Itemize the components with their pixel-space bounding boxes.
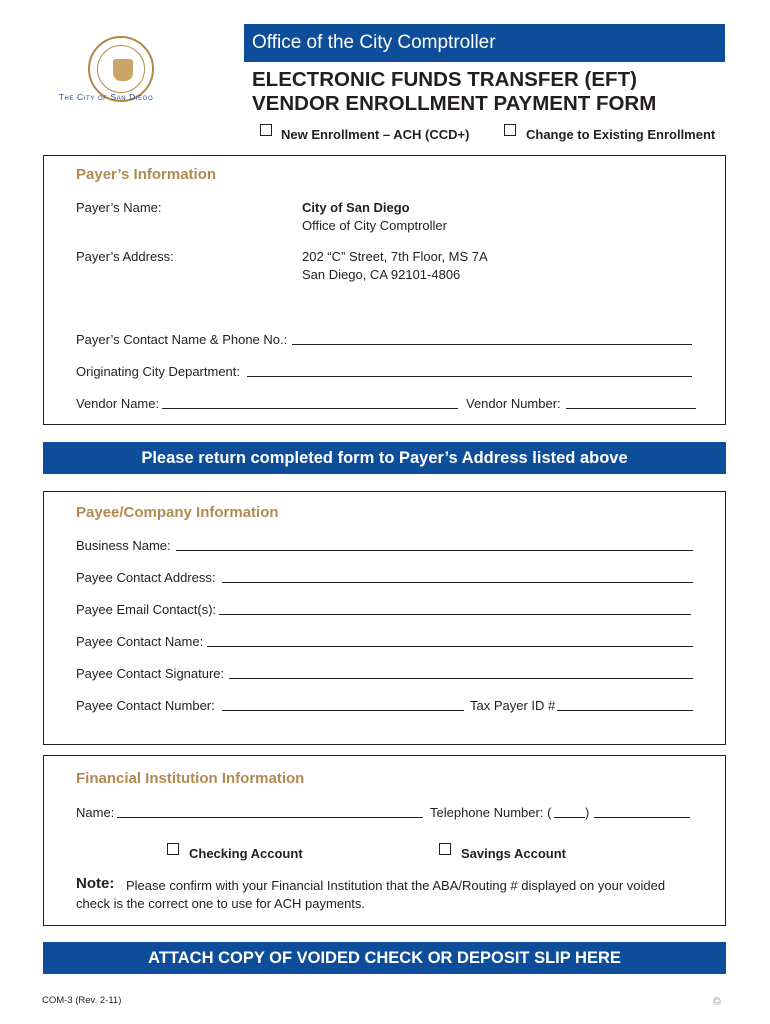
payer-information-panel xyxy=(43,155,726,425)
telephone-label: Telephone Number: ( xyxy=(430,805,552,820)
new-enrollment-checkbox[interactable] xyxy=(260,124,272,136)
institution-name-label: Name: xyxy=(76,805,115,820)
payee-section-title: Payee/Company Information xyxy=(76,504,279,521)
payee-contact-address-label: Payee Contact Address: xyxy=(76,570,216,585)
payee-contact-number-field[interactable] xyxy=(222,710,464,711)
payee-email-field[interactable] xyxy=(219,614,691,615)
return-form-banner: Please return completed form to Payer’s Address listed above xyxy=(43,442,726,474)
telephone-paren-close: ) xyxy=(585,805,590,820)
payer-name-label: Payer’s Name: xyxy=(76,200,162,215)
telephone-number-field[interactable] xyxy=(594,817,690,818)
seal-shield xyxy=(113,59,133,81)
payee-signature-label: Payee Contact Signature: xyxy=(76,666,225,681)
savings-account-label: Savings Account xyxy=(461,846,566,861)
vendor-number-label: Vendor Number: xyxy=(466,396,561,411)
department-field[interactable] xyxy=(247,376,692,377)
checking-account-label: Checking Account xyxy=(189,846,303,861)
vendor-name-field[interactable] xyxy=(162,408,458,409)
payee-signature-field[interactable] xyxy=(229,678,693,679)
recycle-icon: ♲ xyxy=(712,996,722,1008)
payer-section-title: Payer’s Information xyxy=(76,166,217,183)
vendor-number-field[interactable] xyxy=(566,408,696,409)
savings-account-checkbox[interactable] xyxy=(439,843,451,855)
payer-address-label: Payer’s Address: xyxy=(76,249,174,264)
note-text-line1: Please confirm with your Financial Institution that the ABA/Routing # displayed on your voided xyxy=(126,878,666,893)
form-title-line2: VENDOR ENROLLMENT PAYMENT FORM xyxy=(252,92,657,115)
vendor-name-label: Vendor Name: xyxy=(76,396,160,411)
payer-name-value: City of San Diego xyxy=(302,200,410,215)
payer-name-value-line2: Office of City Comptroller xyxy=(302,218,447,233)
payer-address-line2: San Diego, CA 92101-4806 xyxy=(302,267,461,282)
form-revision-id: COM-3 (Rev. 2-11) xyxy=(42,995,122,1006)
tax-id-label: Tax Payer ID # xyxy=(470,698,556,713)
telephone-area-code-field[interactable] xyxy=(554,817,585,818)
note-label: Note: xyxy=(76,875,115,892)
institution-name-field[interactable] xyxy=(117,817,423,818)
payee-email-label: Payee Email Contact(s): xyxy=(76,602,217,617)
change-enrollment-label: Change to Existing Enrollment xyxy=(526,127,716,142)
checking-account-checkbox[interactable] xyxy=(167,843,179,855)
payer-address-line1: 202 “C” Street, 7th Floor, MS 7A xyxy=(302,249,488,264)
payee-contact-name-label: Payee Contact Name: xyxy=(76,634,204,649)
payee-contact-name-field[interactable] xyxy=(207,646,693,647)
payer-contact-field[interactable] xyxy=(292,344,692,345)
city-name: The City of San Diego xyxy=(58,92,154,102)
payee-contact-number-label: Payee Contact Number: xyxy=(76,698,215,713)
attach-voided-check-banner: ATTACH COPY OF VOIDED CHECK OR DEPOSIT SLIP HERE xyxy=(43,942,726,974)
tax-id-field[interactable] xyxy=(557,710,693,711)
financial-section-title: Financial Institution Information xyxy=(76,770,305,787)
department-label: Originating City Department: xyxy=(76,364,241,379)
business-name-field[interactable] xyxy=(176,550,693,551)
payee-contact-address-field[interactable] xyxy=(222,582,693,583)
new-enrollment-label: New Enrollment – ACH (CCD+) xyxy=(281,127,470,142)
form-title-line1: ELECTRONIC FUNDS TRANSFER (EFT) xyxy=(252,68,637,91)
payer-contact-label: Payer’s Contact Name & Phone No.: xyxy=(76,332,288,347)
business-name-label: Business Name: xyxy=(76,538,171,553)
note-text-line2: check is the correct one to use for ACH payments. xyxy=(76,896,366,911)
change-enrollment-checkbox[interactable] xyxy=(504,124,516,136)
office-title: Office of the City Comptroller xyxy=(252,32,496,53)
